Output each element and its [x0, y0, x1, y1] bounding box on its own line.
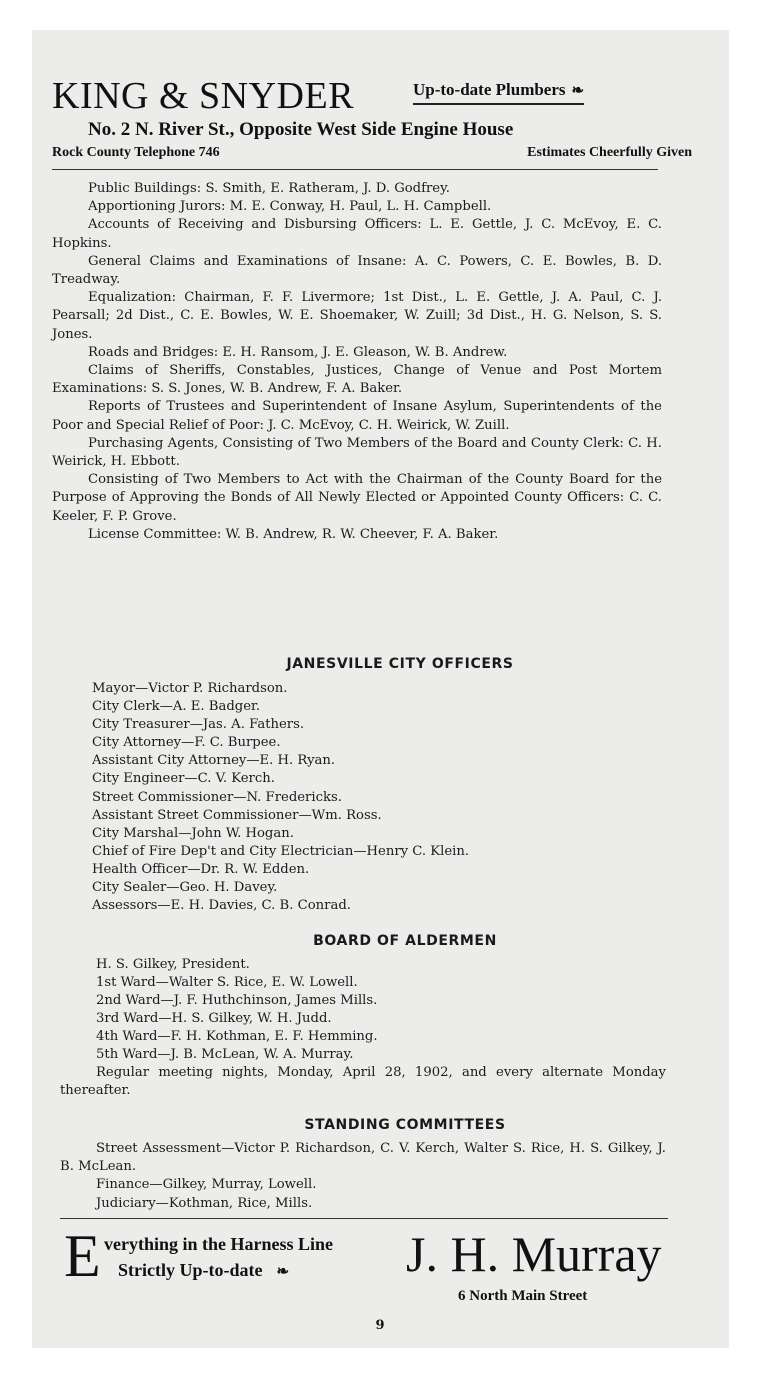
up-to-date-text: [118, 1260, 289, 1281]
standing-committees-heading: STANDING COMMITTEES: [304, 1117, 506, 1133]
firm-estimates: Estimates Cheerfully Given: [527, 145, 692, 160]
firm-phone: Rock County Telephone 746: [52, 145, 220, 160]
list-item: City Attorney—F. C. Burpee.: [92, 735, 281, 751]
committee-entry: Public Buildings: S. Smith, E. Ratheram, J. D. Godfrey.: [88, 181, 451, 196]
committee-entry: Roads and Bridges: E. H. Ransom, J. E. Gleason, W. B. Andrew.: [88, 344, 508, 360]
committee-entry: Consisting of Two Members to Act with the Chairman of the County Board for the Purpose of Approving the Bonds of All Newly Elected or Appointed County Officers: C. C. Keeler, F. P. Grove.: [52, 472, 662, 524]
committee-entry: General Claims and Examinations of Insane: A. C. Powers, C. E. Bowles, B. D. Treadway.: [52, 253, 662, 288]
list-item: Mayor—Victor P. Richardson.: [92, 681, 288, 696]
aldermen-heading: BOARD OF ALDERMEN: [313, 933, 497, 949]
top-divider: [52, 169, 658, 170]
committee-entry: Accounts of Receiving and Disbursing Officers: L. E. Gettle, J. C. McEvoy, E. C. Hopkins.: [52, 217, 662, 251]
list-item: City Treasurer—Jas. A. Fathers.: [92, 717, 305, 733]
list-item: Assessors—E. H. Davies, C. B. Conrad.: [92, 898, 351, 914]
murray-name: J. H. Murray: [406, 1226, 662, 1282]
meeting-notice: [60, 1064, 666, 1100]
up-to-date-label: Strictly Up-to-date: [118, 1260, 263, 1280]
committee-entry: Claims of Sheriffs, Constables, Justices, Change of Venue and Post Mortem Examinations: S. S. Jones, W. B. Andrew, F. A. Baker.: [52, 363, 662, 397]
aldermen-list: [96, 956, 676, 1065]
list-item: H. S. Gilkey, President.: [96, 957, 250, 972]
plumbers-tagline: [413, 80, 584, 105]
list-item: 2nd Ward—J. F. Huthchinson, James Mills.: [96, 993, 378, 1009]
standing-committees-list: [60, 1140, 666, 1213]
committee-entry: License Committee: W. B. Andrew, R. W. Cheever, F. A. Baker.: [88, 526, 499, 542]
tagline-text: Up-to-date Plumbers: [413, 80, 566, 99]
harness-line-text: verything in the Harness Line: [104, 1234, 334, 1254]
murray-address: 6 North Main Street: [458, 1288, 588, 1304]
committee-entry: Purchasing Agents, Consisting of Two Members of the Board and County Clerk: C. H. Weirick, H. Ebbott.: [52, 435, 662, 470]
list-item: Finance—Gilkey, Murray, Lowell.: [96, 1177, 317, 1193]
list-item: Street Commissioner—N. Fredericks.: [92, 789, 342, 805]
leaf-ornament-icon: ❧: [571, 83, 585, 99]
leaf-ornament-icon: ❧: [276, 1264, 290, 1280]
meeting-text: Regular meeting nights, Monday, April 28, 1902, and every alternate Monday thereafter.: [60, 1065, 666, 1099]
list-item: 3rd Ward—H. S. Gilkey, W. H. Judd.: [96, 1011, 332, 1027]
list-item: City Marshal—John W. Hogan.: [92, 825, 294, 841]
decorative-initial: E: [64, 1223, 101, 1289]
city-officers-heading: JANESVILLE CITY OFFICERS: [286, 656, 514, 672]
county-committees: [52, 180, 662, 544]
committee-entry: Apportioning Jurors: M. E. Conway, H. Paul, L. H. Campbell.: [88, 199, 492, 215]
firm-name: KING & SNYDER: [52, 75, 355, 117]
list-item: Health Officer—Dr. R. W. Edden.: [92, 861, 310, 877]
bottom-divider: [60, 1218, 668, 1219]
list-item: City Engineer—C. V. Kerch.: [92, 771, 275, 787]
list-item: City Clerk—A. E. Badger.: [92, 699, 261, 715]
list-item: Street Assessment—Victor P. Richardson, C. V. Kerch, Walter S. Rice, H. S. Gilkey, J. B. McLean.: [60, 1141, 666, 1175]
firm-address: No. 2 N. River St., Opposite West Side Engine House: [88, 119, 514, 140]
list-item: 4th Ward—F. H. Kothman, E. F. Hemming.: [96, 1029, 378, 1045]
list-item: Assistant Street Commissioner—Wm. Ross.: [92, 807, 382, 823]
committee-entry: Equalization: Chairman, F. F. Livermore; 1st Dist., L. E. Gettle, J. A. Paul, C. J. Pearsall; 2d Dist., C. E. Bowles, W. E. Shoemaker, W. Zuill; 3d Dist., H. G. Nelson, S. S. Jones.: [52, 290, 662, 342]
city-officers-list: [92, 680, 672, 915]
list-item: 1st Ward—Walter S. Rice, E. W. Lowell.: [96, 975, 358, 991]
list-item: 5th Ward—J. B. McLean, W. A. Murray.: [96, 1047, 354, 1063]
list-item: City Sealer—Geo. H. Davey.: [92, 880, 278, 896]
list-item: Chief of Fire Dep't and City Electrician—Henry C. Klein.: [92, 843, 470, 859]
list-item: Assistant City Attorney—E. H. Ryan.: [92, 753, 336, 769]
committee-entry: Reports of Trustees and Superintendent of Insane Asylum, Superintendents of the Poor and Special Relief of Poor: J. C. McEvoy, C. H. Weirick, W. Zuill.: [52, 399, 662, 433]
list-item: Judiciary—Kothman, Rice, Mills.: [96, 1195, 313, 1211]
page-number: 9: [375, 1318, 385, 1333]
